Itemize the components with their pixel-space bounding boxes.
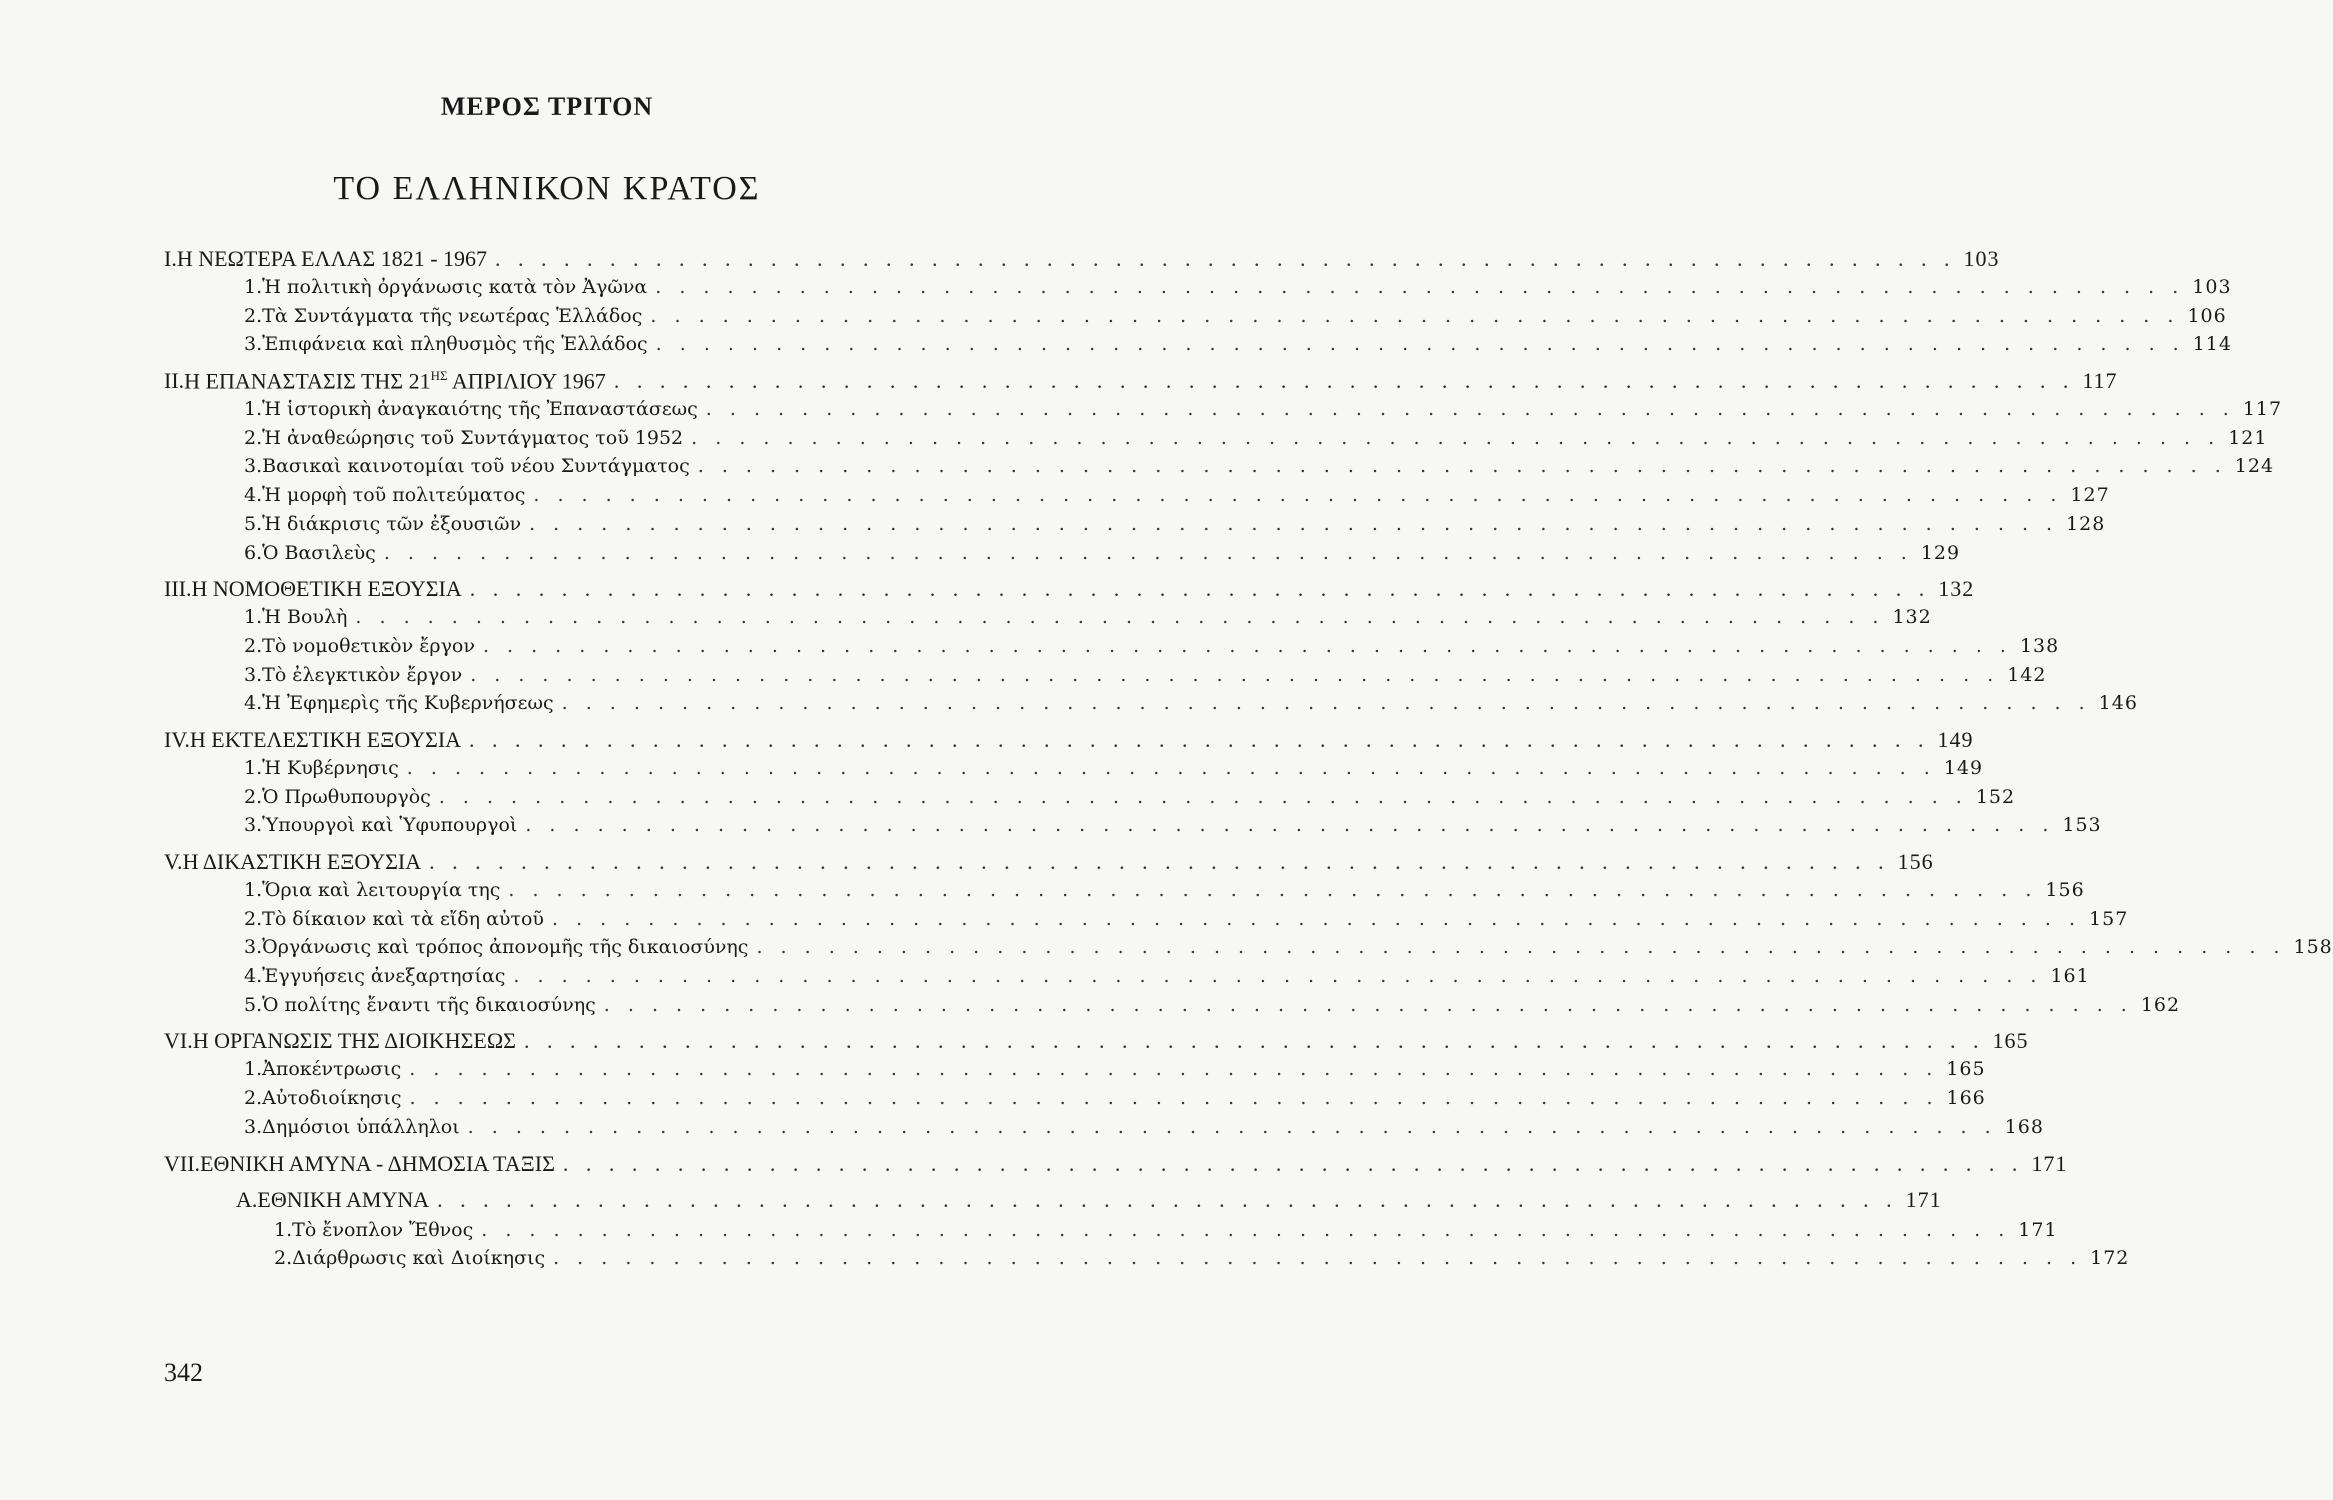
item-page: 121: [2228, 426, 2268, 449]
item-number: 2.: [244, 907, 263, 930]
item-page: 117: [2242, 398, 2283, 421]
subsection-title: ΕΘΝΙΚΗ ΑΜΥΝΑ: [257, 1186, 430, 1212]
chapter-title: Η ΕΚΤΕΛΕΣΤΙΚΗ ΕΞΟΥΣΙΑ: [189, 726, 462, 752]
toc-item: [164, 606, 1932, 635]
item-page: 157: [2089, 907, 2129, 930]
dot-leader: . . . . . . . . . . . . . . . . . . . . . . . . . . . . . . . . . . . . . . . . . . . . . . . . . . . . . . . . . . . . . . . .: [495, 246, 1956, 271]
chapter-page: 165: [1992, 1028, 2029, 1054]
item-title: Τὸ ἔνοπλον Ἔθνος: [292, 1218, 474, 1241]
toc-chapter-2: [164, 368, 2118, 398]
dot-leader: . . . . . . . . . . . . . . . . . . . . . . . . . . . . . . . . . . . . . . . . . . . . . . . . . . . . . . . . . . . . . . . .: [467, 1115, 1997, 1138]
item-page: 106: [2187, 304, 2227, 327]
chapter-number: VI.: [164, 1028, 193, 1054]
toc-subsection-a: [164, 1186, 1942, 1219]
toc-item: [164, 756, 1984, 786]
dot-leader: . . . . . . . . . . . . . . . . . . . . . . . . . . . . . . . . . . . . . . . . . . . . . . . . . . . . . . . . . . . . . . . .: [482, 634, 2012, 657]
item-page: 146: [2098, 692, 2138, 715]
item-title: Τὸ νομοθετικὸν ἔργον: [262, 634, 475, 657]
item-title: Ἡ Ἐφημερὶς τῆς Κυβερνήσεως: [262, 692, 554, 715]
dot-leader: . . . . . . . . . . . . . . . . . . . . . . . . . . . . . . . . . . . . . . . . . . . . . . . . . . . . . . . . . . . . . . . .: [705, 398, 2235, 421]
item-page: 161: [2050, 965, 2090, 988]
item-number: 1.: [244, 879, 263, 901]
toc-item: [164, 333, 2232, 362]
item-title: Ὁ Βασιλεὺς: [262, 541, 376, 564]
item-number: 1.: [244, 1058, 263, 1081]
toc-item: [164, 512, 2106, 542]
chapter-page: 149: [1937, 726, 1974, 752]
toc-item: [164, 455, 2275, 484]
item-page: 171: [2018, 1218, 2058, 1241]
item-number: 3.: [244, 455, 263, 478]
item-page: 138: [2019, 634, 2060, 657]
toc-item: [164, 426, 2268, 456]
item-number: 2.: [244, 1087, 263, 1110]
dot-leader: . . . . . . . . . . . . . . . . . . . . . . . . . . . . . . . . . . . . . . . . . . . . . . . . . . . . . . . . . . . . . . . .: [655, 333, 2185, 356]
toc-item: [164, 993, 2181, 1023]
toc-item: [164, 814, 2102, 843]
item-number: 2.: [244, 634, 263, 657]
toc-chapter-5: [164, 849, 1934, 879]
chapter-title: Η ΔΙΚΑΣΤΙΚΗ ΕΞΟΥΣΙΑ: [182, 849, 422, 874]
chapter-title: Η ΝΕΩΤΕΡΑ ΕΛΛΑΣ 1821 - 1967: [176, 246, 488, 271]
toc-item: [164, 907, 2129, 937]
item-title: Ὁ Πρωθυπουργὸς: [262, 785, 431, 808]
item-number: 3.: [244, 814, 263, 837]
dot-leader: . . . . . . . . . . . . . . . . . . . . . . . . . . . . . . . . . . . . . . . . . . . . . . . . . . . . . . . . . . . . . . . .: [429, 849, 1890, 874]
toc-item: [164, 1058, 1986, 1087]
dot-leader: . . . . . . . . . . . . . . . . . . . . . . . . . . . . . . . . . . . . . . . . . . . . . . . . . . . . . . . . . . . . . . . .: [437, 1186, 1898, 1212]
item-number: 1.: [244, 756, 263, 779]
toc-item: [164, 692, 2138, 721]
chapter-page: 117: [2082, 368, 2118, 394]
chapter-title: Η ΕΠΑΝΑΣΤΑΣΙΣ ΤΗΣ $21^{H\Sigma}$ ΑΠΡΙΛΙΟΥ 1967: [184, 368, 606, 394]
item-page: 152: [1975, 785, 2016, 808]
toc-item: [164, 634, 2060, 664]
toc-item: [164, 1218, 2058, 1248]
item-page: 142: [2007, 663, 2047, 686]
item-title: Ὁ πολίτης ἔναντι τῆς δικαιοσύνης: [262, 993, 596, 1016]
dot-leader: . . . . . . . . . . . . . . . . . . . . . . . . . . . . . . . . . . . . . . . . . . . . . . . . . . . . . . . . . . . . . . . .: [523, 1028, 1985, 1054]
item-title: Τὰ Συντάγματα τῆς νεωτέρας Ἑλλάδος: [262, 304, 643, 327]
subsection-page: 171: [1905, 1186, 1942, 1212]
item-number: 1.: [244, 398, 263, 421]
dot-leader: . . . . . . . . . . . . . . . . . . . . . . . . . . . . . . . . . . . . . . . . . . . . . . . . . . . . . . . . . . . . . . . .: [562, 1150, 2024, 1176]
dot-leader: . . . . . . . . . . . . . . . . . . . . . . . . . . . . . . . . . . . . . . . . . . . . . . . . . . . . . . . . . . . . . . . .: [406, 756, 1936, 779]
toc-item: [164, 879, 2085, 908]
chapter-number: V.: [164, 849, 183, 874]
item-number: 3.: [244, 1115, 263, 1138]
item-title: Ἡ διάκρισις τῶν ἐξουσιῶν: [262, 512, 522, 535]
item-number: 1.: [244, 606, 263, 629]
item-page: 153: [2062, 814, 2102, 837]
item-number: 5.: [244, 512, 263, 535]
item-number: 6.: [244, 541, 263, 564]
dot-leader: . . . . . . . . . . . . . . . . . . . . . . . . . . . . . . . . . . . . . . . . . . . . . . . . . . . . . . . . . . . . . . . .: [525, 814, 2055, 837]
item-number: 3.: [244, 333, 263, 356]
item-page: 172: [2090, 1247, 2130, 1270]
item-page: 114: [2192, 333, 2232, 356]
chapter-title: Η ΝΟΜΟΘΕΤΙΚΗ ΕΞΟΥΣΙΑ: [191, 576, 462, 602]
toc-item: [164, 484, 2110, 513]
item-title: Ἡ Βουλὴ: [262, 606, 348, 629]
chapter-number: III.: [164, 576, 192, 602]
dot-leader: . . . . . . . . . . . . . . . . . . . . . . . . . . . . . . . . . . . . . . . . . . . . . . . . . . . . . . . . . . . . . . . .: [513, 965, 2043, 988]
toc-chapter-4: [164, 726, 1974, 757]
item-title: Ἡ ἱστορικὴ ἀναγκαιότης τῆς Ἐπαναστάσεως: [262, 398, 698, 421]
item-page: 149: [1943, 756, 1984, 779]
toc-chapter-3: [164, 576, 1975, 606]
item-number: 1.: [244, 276, 263, 298]
dot-leader: . . . . . . . . . . . . . . . . . . . . . . . . . . . . . . . . . . . . . . . . . . . . . . . . . . . . . . . . . . . . . . . .: [383, 541, 1913, 564]
item-page: 103: [2192, 276, 2232, 298]
dot-leader: . . . . . . . . . . . . . . . . . . . . . . . . . . . . . . . . . . . . . . . . . . . . . . . . . . . . . . . . . . . . . . . .: [561, 692, 2091, 715]
dot-leader: . . . . . . . . . . . . . . . . . . . . . . . . . . . . . . . . . . . . . . . . . . . . . . . . . . . . . . . . . . . . . . . .: [697, 455, 2227, 478]
item-number: 4.: [244, 965, 263, 988]
chapter-page: 156: [1897, 849, 1934, 874]
toc-item: [164, 785, 2016, 815]
item-title: Ἐγγυήσεις ἀνεξαρτησίας: [262, 965, 506, 988]
toc-item: [164, 304, 2227, 334]
toc-item: [164, 1115, 2044, 1145]
toc-item: [164, 663, 2047, 693]
item-number: 3.: [244, 663, 263, 686]
item-number: 1.: [274, 1218, 293, 1241]
dot-leader: . . . . . . . . . . . . . . . . . . . . . . . . . . . . . . . . . . . . . . . . . . . . . . . . . . . . . . . . . . . . . . . .: [481, 1218, 2011, 1241]
chapter-page: 132: [1938, 576, 1975, 602]
dot-leader: . . . . . . . . . . . . . . . . . . . . . . . . . . . . . . . . . . . . . . . . . . . . . . . . . . . . . . . . . . . . . . . .: [508, 879, 2038, 901]
chapter-number: II.: [164, 368, 185, 394]
item-number: 4.: [244, 692, 263, 715]
toc-item: [164, 965, 2090, 994]
dot-leader: . . . . . . . . . . . . . . . . . . . . . . . . . . . . . . . . . . . . . . . . . . . . . . . . . . . . . . . . . . . . . . . .: [409, 1058, 1939, 1081]
item-number: 2.: [244, 785, 263, 808]
dot-leader: . . . . . . . . . . . . . . . . . . . . . . . . . . . . . . . . . . . . . . . . . . . . . . . . . . . . . . . . . . . . . . . .: [650, 304, 2180, 327]
item-page: 156: [2045, 879, 2085, 901]
toc-item: [164, 398, 2283, 427]
dot-leader: . . . . . . . . . . . . . . . . . . . . . . . . . . . . . . . . . . . . . . . . . . . . . . . . . . . . . . . . . . . . . . . .: [469, 726, 1930, 752]
item-page: 128: [2066, 512, 2106, 535]
dot-leader: . . . . . . . . . . . . . . . . . . . . . . . . . . . . . . . . . . . . . . . . . . . . . . . . . . . . . . . . . . . . . . . .: [613, 368, 2075, 394]
item-title: Δημόσιοι ὑπάλληλοι: [262, 1115, 460, 1138]
item-page: 165: [1946, 1058, 1986, 1081]
dot-leader: . . . . . . . . . . . . . . . . . . . . . . . . . . . . . . . . . . . . . . . . . . . . . . . . . . . . . . . . . . . . . . . .: [533, 484, 2063, 507]
item-title: Τὸ ἐλεγκτικὸν ἔργον: [262, 663, 463, 686]
toc-chapter-7: [164, 1150, 2068, 1181]
toc-chapter-6: [164, 1028, 2029, 1058]
toc-item: [164, 276, 2232, 305]
chapter-title: ΕΘΝΙΚΗ ΑΜΥΝΑ - ΔΗΜΟΣΙΑ ΤΑΞΙΣ: [200, 1150, 555, 1176]
dot-leader: . . . . . . . . . . . . . . . . . . . . . . . . . . . . . . . . . . . . . . . . . . . . . . . . . . . . . . . . . . . . . . . .: [756, 936, 2286, 959]
item-page: 168: [2004, 1115, 2044, 1138]
dot-leader: . . . . . . . . . . . . . . . . . . . . . . . . . . . . . . . . . . . . . . . . . . . . . . . . . . . . . . . . . . . . . . . .: [691, 426, 2221, 449]
item-title: Ἀποκέντρωσις: [262, 1058, 402, 1081]
item-page: 132: [1892, 606, 1932, 629]
item-title: Ἐπιφάνεια καὶ πληθυσμὸς τῆς Ἑλλάδος: [262, 333, 648, 356]
toc-item: [164, 936, 2333, 965]
item-number: 2.: [244, 304, 263, 327]
dot-leader: . . . . . . . . . . . . . . . . . . . . . . . . . . . . . . . . . . . . . . . . . . . . . . . . . . . . . . . . . . . . . . . .: [655, 276, 2185, 298]
item-title: Ἡ μορφὴ τοῦ πολιτεύματος: [262, 484, 526, 507]
item-page: 127: [2070, 484, 2110, 507]
dot-leader: . . . . . . . . . . . . . . . . . . . . . . . . . . . . . . . . . . . . . . . . . . . . . . . . . . . . . . . . . . . . . . . .: [603, 993, 2133, 1016]
item-title: Ὅρια καὶ λειτουργία της: [262, 879, 501, 901]
item-number: 2.: [244, 426, 263, 449]
dot-leader: . . . . . . . . . . . . . . . . . . . . . . . . . . . . . . . . . . . . . . . . . . . . . . . . . . . . . . . . . . . . . . . .: [529, 512, 2059, 535]
chapter-number: I.: [164, 246, 177, 271]
dot-leader: . . . . . . . . . . . . . . . . . . . . . . . . . . . . . . . . . . . . . . . . . . . . . . . . . . . . . . . . . . . . . . . .: [409, 1087, 1939, 1110]
toc-item: [164, 1087, 1986, 1116]
dot-leader: . . . . . . . . . . . . . . . . . . . . . . . . . . . . . . . . . . . . . . . . . . . . . . . . . . . . . . . . . . . . . . . .: [438, 785, 1968, 808]
dot-leader: . . . . . . . . . . . . . . . . . . . . . . . . . . . . . . . . . . . . . . . . . . . . . . . . . . . . . . . . . . . . . . . .: [470, 663, 2000, 686]
item-page: 129: [1920, 541, 1961, 564]
item-title: Τὸ δίκαιον καὶ τὰ εἴδη αὐτοῦ: [262, 907, 544, 930]
toc-item: [164, 541, 1961, 571]
item-title: Ὑπουργοὶ καὶ Ὑφυπουργοὶ: [262, 814, 518, 837]
part-label: ΜΕΡΟΣ ΤΡΙΤΟΝ: [440, 92, 654, 121]
item-title: Αὐτοδιοίκησις: [262, 1087, 402, 1110]
item-number: 2.: [274, 1247, 293, 1270]
table-of-contents: [164, 240, 2333, 1276]
chapter-number: VII.: [164, 1150, 201, 1176]
item-number: 5.: [244, 993, 263, 1016]
toc-item: [164, 1247, 2130, 1276]
page-number: 342: [164, 1358, 203, 1387]
chapter-number: IV.: [164, 726, 190, 752]
dot-leader: . . . . . . . . . . . . . . . . . . . . . . . . . . . . . . . . . . . . . . . . . . . . . . . . . . . . . . . . . . . . . . . .: [553, 1247, 2083, 1270]
dot-leader: . . . . . . . . . . . . . . . . . . . . . . . . . . . . . . . . . . . . . . . . . . . . . . . . . . . . . . . . . . . . . . . .: [355, 606, 1885, 629]
item-page: 166: [1946, 1087, 1986, 1110]
item-title: Ἡ πολιτικὴ ὀργάνωσις κατὰ τὸν Ἀγῶνα: [262, 276, 648, 298]
item-number: 3.: [244, 936, 263, 959]
dot-leader: . . . . . . . . . . . . . . . . . . . . . . . . . . . . . . . . . . . . . . . . . . . . . . . . . . . . . . . . . . . . . . . .: [469, 576, 1931, 602]
page-title: ΤΟ ΕΛΛΗΝΙΚΟΝ ΚΡΑΤΟΣ: [333, 170, 761, 207]
item-title: Διάρθρωσις καὶ Διοίκησις: [292, 1247, 546, 1270]
item-page: 124: [2234, 455, 2275, 478]
item-title: Ἡ ἀναθεώρησις τοῦ Συντάγματος τοῦ 1952: [262, 426, 684, 449]
dot-leader: . . . . . . . . . . . . . . . . . . . . . . . . . . . . . . . . . . . . . . . . . . . . . . . . . . . . . . . . . . . . . . . .: [551, 907, 2082, 930]
item-title: Ἡ Κυβέρνησις: [262, 756, 399, 779]
chapter-page: 103: [1963, 246, 2000, 271]
item-page: 158: [2293, 936, 2333, 959]
item-title: Ὀργάνωσις καὶ τρόπος ἀπονομῆς τῆς δικαιοσύνης: [262, 936, 749, 959]
item-page: 162: [2140, 993, 2181, 1016]
item-number: 4.: [244, 484, 263, 507]
chapter-title: Η ΟΡΓΑΝΩΣΙΣ ΤΗΣ ΔΙΟΙΚΗΣΕΩΣ: [192, 1028, 516, 1054]
subsection-letter: A.: [236, 1186, 258, 1212]
toc-chapter-1: [164, 246, 2000, 276]
chapter-page: 171: [2031, 1150, 2068, 1176]
item-title: Βασικαὶ καινοτομίαι τοῦ νέου Συντάγματος: [262, 455, 690, 478]
